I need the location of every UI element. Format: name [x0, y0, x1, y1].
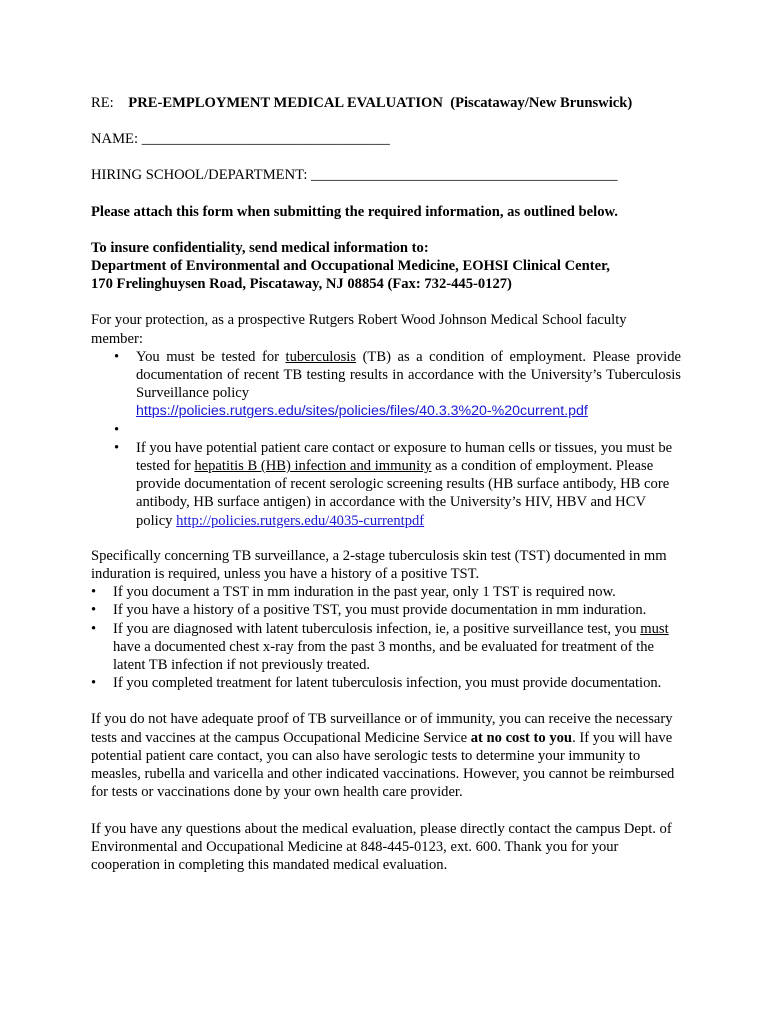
hb-policy-link[interactable]: http://policies.rutgers.edu/4035-currentpdf: [176, 512, 425, 529]
bullet-icon: •: [91, 584, 97, 601]
tb-section-list: [91, 583, 681, 692]
proof-text-pre: If you do not have adequate proof of TB surveillance or of immunity, you can receive the necessary tests and vaccines at the campus Occupational Medicine Service: [91, 711, 673, 746]
re-title: PRE-EMPLOYMENT MEDICAL EVALUATION: [128, 95, 443, 111]
department-field[interactable]: [91, 166, 681, 184]
proof-no-cost: at no cost to you: [470, 729, 573, 746]
tb-text-pre: You must be tested for: [136, 348, 286, 365]
name-blank[interactable]: __________________________________: [141, 131, 390, 148]
latent-text-post: have a documented chest x-ray from the past 3 months, and be evaluated for treatment of the latent TB infection if not previously treated.: [113, 638, 654, 674]
send-to-line2: Department of Environmental and Occupational Medicine, EOHSI Clinical Center,: [91, 258, 610, 275]
bullet-icon: •: [114, 439, 120, 456]
document-page: [91, 94, 681, 874]
proof-text-post: . If you will have potential patient care contact, you can also have serologic tests to determine your immunity to measles, rubella and varicella and other indicated vaccinations. However, you cannot be reimbursed for tests or vaccinations done by your own health care provider.: [91, 729, 675, 801]
tb-item-text: If you document a TST in mm induration in the past year, only 1 TST is required now.: [113, 584, 616, 601]
intro-paragraph: For your protection, as a prospective Rutgers Robert Wood Johnson Medical School faculty member:: [91, 312, 627, 347]
tb-policy-link[interactable]: https://policies.rutgers.edu/sites/policies/files/40.3.3%20-%20current.pdf: [136, 403, 588, 420]
list-item: [91, 601, 681, 619]
re-line: [91, 94, 681, 112]
bullet-icon: •: [91, 620, 97, 637]
tb-term: tuberculosis: [285, 348, 357, 365]
list-item-tb: [91, 348, 681, 421]
attach-note: Please attach this form when submitting the required information, as outlined below.: [91, 203, 618, 220]
hb-text-pre: If you have potential patient care contact or exposure to human cells or tissues, you must be tested for: [136, 439, 673, 475]
list-item: [91, 620, 681, 675]
bullet-icon: •: [114, 421, 120, 438]
list-item: [91, 583, 681, 601]
send-to-line3: 170 Frelinghuysen Road, Piscataway, NJ 08854 (Fax: 732-445-0127): [91, 276, 512, 293]
list-item-hb: [91, 439, 681, 530]
name-field[interactable]: [91, 130, 681, 148]
list-item-empty: [91, 421, 681, 439]
latent-text-pre: If you are diagnosed with latent tuberculosis infection, ie, a positive surveillance test, you: [113, 620, 641, 637]
name-label: NAME:: [91, 131, 139, 148]
bullet-icon: •: [114, 348, 120, 365]
department-label: HIRING SCHOOL/DEPARTMENT:: [91, 167, 308, 184]
department-blank[interactable]: __________________________________________: [311, 167, 618, 184]
list-item: [91, 674, 681, 692]
latent-must: must: [640, 620, 669, 637]
send-to-address: [91, 239, 681, 294]
contact-paragraph: If you have any questions about the medical evaluation, please directly contact the campus Dept. of Environmental and Occupational Medicine at 848-445-0123, ext. 600. Thank you for your cooperation in completing this mandated medical evaluation.: [91, 820, 672, 873]
tb-item-text: If you completed treatment for latent tuberculosis infection, you must provide documentation.: [113, 675, 662, 692]
requirements-list: [91, 348, 681, 530]
bullet-icon: •: [91, 602, 97, 619]
hb-term: hepatitis B (HB) infection and immunity: [194, 458, 432, 475]
send-to-line1: To insure confidentiality, send medical information to:: [91, 239, 429, 256]
hb-text-post: as a condition of employment. Please provide documentation of recent serologic screening results (HB surface antibody, HB core antibody, HB surface antigen) in accordance with the University’s HIV, HBV and HCV policy: [136, 458, 670, 529]
re-prefix: RE:: [91, 95, 114, 111]
tb-item-text: If you have a history of a positive TST, you must provide documentation in mm induration.: [113, 602, 647, 619]
tb-section-intro: Specifically concerning TB surveillance, a 2-stage tuberculosis skin test (TST) documented in mm induration is required, unless you have a history of a positive TST.: [91, 547, 667, 583]
proof-paragraph: [91, 710, 681, 801]
tb-text-post: (TB) as a condition of employment. Please provide documentation of recent TB testing results in accordance with the University’s Tuberculosis Surveillance policy: [136, 348, 681, 402]
re-location: (Piscataway/New Brunswick): [450, 95, 633, 111]
bullet-icon: •: [91, 675, 97, 692]
